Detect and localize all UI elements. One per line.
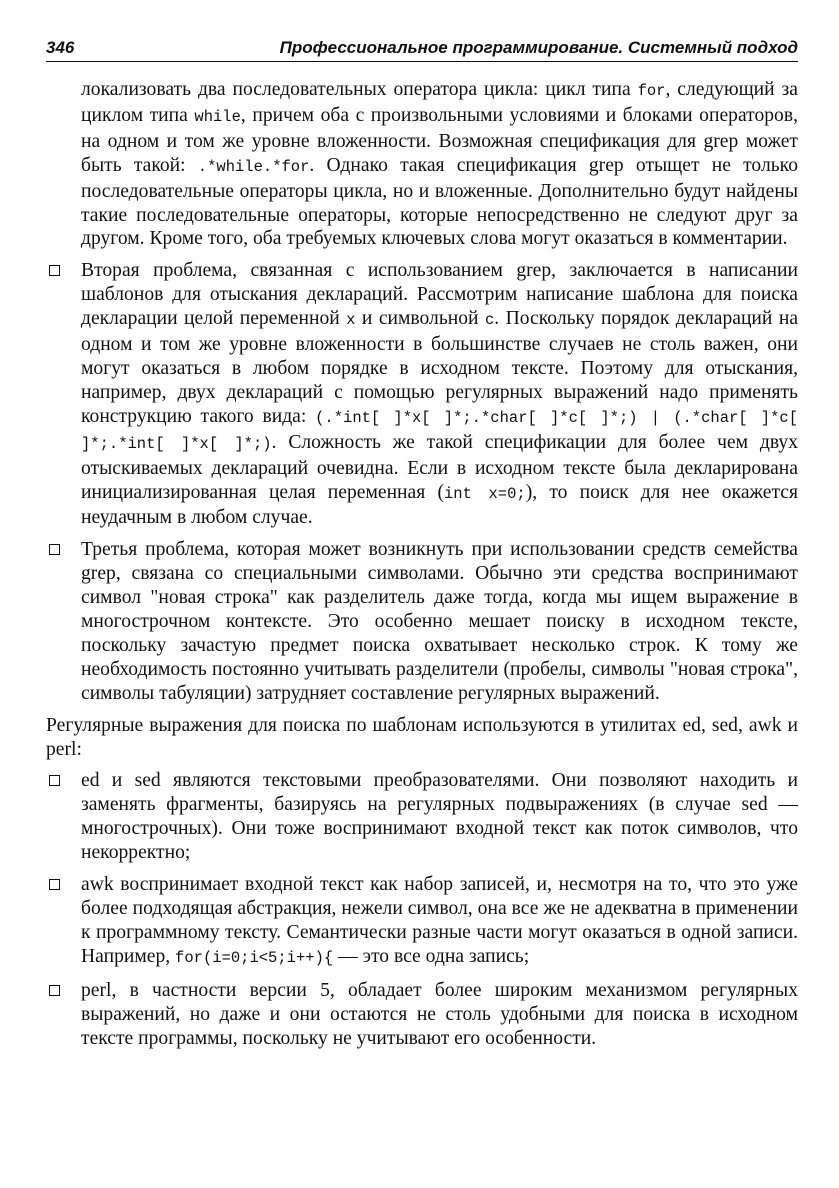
square-bullet-icon: [49, 879, 60, 890]
square-bullet-icon: [49, 544, 60, 555]
text-fragment: локализовать два последовательных оператора цикла: цикл типа: [81, 79, 638, 100]
running-title: Профессиональное программирование. Системный подход: [279, 38, 798, 57]
code-fragment: (.*int[ ]*x[ ]*;.*char[ ]*c[ ]*;) | (.*char[ ]*c[ ]*;.*int[ ]*x[ ]*;): [81, 408, 798, 453]
page-body: [46, 78, 798, 1050]
text-fragment: , следующий за циклом типа: [81, 79, 798, 126]
list-item-text: [81, 259, 798, 530]
code-fragment: for: [637, 82, 666, 100]
continuation-paragraph: [81, 78, 798, 251]
list-item: [46, 538, 798, 705]
list-item: [46, 259, 798, 530]
list-item: [46, 979, 798, 1051]
list-item-text: Третья проблема, которая может возникнуть при использовании средств семейства grep, связана со специальными символами. Обычно эти средства воспринимают символ "новая строка" как разделитель даже тогда, когда мы ищем выражение в многострочном контексте. Это особенно мешает поиску в исходном тексте, поскольку зачастую предмет поиска охватывает несколько строк. К тому же необходимость постоянно учитывать разделители (пробелы, символы "новая строка", символы табуляции) затрудняет составление регулярных выражений.: [81, 539, 798, 704]
code-fragment: while: [194, 107, 241, 126]
text-fragment: . Однако такая спецификация grep отыщет не только последовательные операторы цикла, но и вложенные. Дополнительно будут найдены такие последовательные операторы, которые непосредственно не следуют друг за другом. Кроме того, оба требуемых ключевых слова могут оказаться в комментарии.: [81, 154, 798, 250]
page-header: [46, 38, 798, 62]
square-bullet-icon: [49, 775, 60, 786]
text-fragment: — это все одна запись;: [333, 945, 530, 967]
square-bullet-icon: [49, 265, 60, 276]
list-item-text: ed и sed являются текстовыми преобразователями. Они позволяют находить и заменять фрагменты, базируясь на регулярных подвыражениях (в случае sed — многострочных). Они тоже воспринимают входной текст как поток символов, что некорректно;: [81, 770, 798, 864]
list-item: [46, 873, 798, 971]
text-fragment: и символьной: [355, 308, 485, 330]
text-fragment: . Сложность же такой спецификации для более чем двух отыскиваемых деклараций очевидна. Если в исходном тексте была декларирована инициализированная целая переменная (: [81, 431, 798, 503]
text-fragment: ), то поиск для нее окажется неудачным в любом случае.: [81, 481, 799, 529]
text-fragment: awk воспринимает входной текст как набор записей, и, несмотря на то, что это уже более подходящая абстракция, нежели символ, она все же не адекватна в применении к программному тексту. Семантически разные части могут оказаться в одной записи. Например,: [81, 874, 798, 967]
text-fragment: . Поскольку порядок деклараций на одном и том же уровне вложенности в большинстве случаев не столь важен, они могут оказаться в любом порядке в исходном тексте. Поэтому для отыскания, например, двух деклараций с помощью регулярных выражений надо применять конструкцию такого вида:: [81, 308, 799, 427]
code-fragment: int x=0;: [443, 484, 526, 503]
list-item: [46, 769, 798, 865]
page-number: 346: [46, 38, 75, 57]
list-item-text: perl, в частности версии 5, обладает более широким механизмом регулярных выражений, но даже и они остаются не столь удобными для поиска в исходном тексте программы, поскольку не учитывают его особенности.: [81, 979, 798, 1049]
text-fragment: , причем оба с произвольными условиями и блоками операторов, на одном и том же уровне вложенности. Возможная спецификация для grep может быть такой:: [81, 104, 798, 176]
code-fragment: c: [484, 311, 495, 330]
text-fragment: Вторая проблема, связанная с использованием grep, заключается в написании шаблонов для отыскания деклараций. Рассмотрим написание шаблона для поиска декларации целой переменной: [81, 260, 798, 330]
intro-paragraph: Регулярные выражения для поиска по шаблонам используются в утилитах ed, sed, awk и perl:: [46, 714, 798, 760]
code-fragment: .*while.*for: [197, 157, 310, 176]
code-fragment: for(i=0;i<5;i++){: [175, 948, 334, 967]
code-fragment: x: [346, 311, 356, 330]
list-item-text: [81, 873, 798, 971]
book-page: [46, 38, 798, 1050]
square-bullet-icon: [49, 985, 60, 996]
